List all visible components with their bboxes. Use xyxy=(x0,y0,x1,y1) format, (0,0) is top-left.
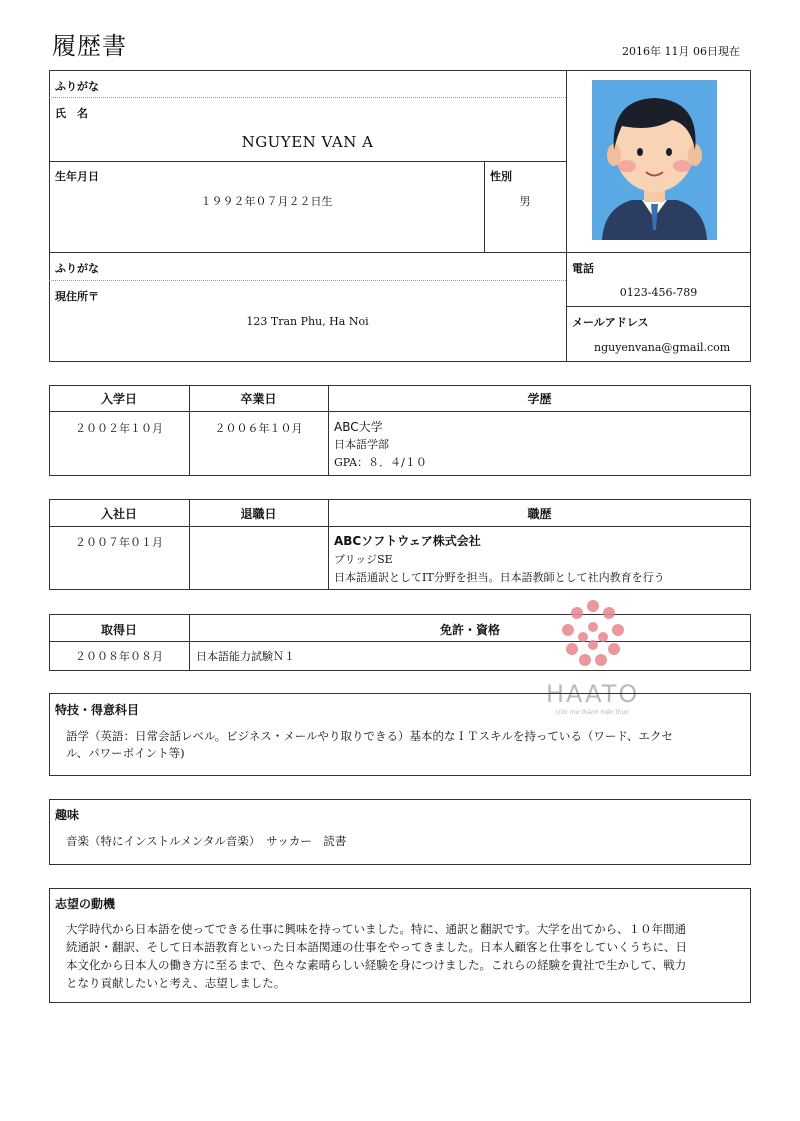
education-end-date: ２００６年１０月 xyxy=(214,422,303,435)
watermark-brand: HAATO xyxy=(546,680,640,708)
phone-label: 電話 xyxy=(572,262,594,275)
birth-label: 生年月日 xyxy=(55,170,99,183)
document-date: 2016年 11月 06日現在 xyxy=(622,45,740,58)
address-label: 現住所〒 xyxy=(55,290,99,303)
birth-date: １９９２年０７月２２日生 xyxy=(200,195,333,208)
address-value: 123 Tran Phu, Ha Noi xyxy=(246,315,369,328)
job-description: 日本語通訳としてIT分野を担当。日本語教師として社内教育を行う xyxy=(334,571,665,584)
school-name: ABC大学 xyxy=(334,420,383,434)
page-title: 履歴書 xyxy=(52,32,127,60)
hobby-text: 音楽（特にインストルメンタル音楽） サッカー 読書 xyxy=(66,834,347,848)
motivation-text-line2: 続通訳・翻訳、そして日本語教育といった日本語関連の仕事をやってきました。日本人顧客と仕事をしていくうちに、日 xyxy=(66,940,687,954)
company-name: ABCソフトウェア株式会社 xyxy=(334,534,481,548)
motivation-text-line3: 本文化から日本人の働き方に至るまで、色々な素晴らしい経験を身につけました。これらの経験を貴社で生かして、戦力 xyxy=(66,958,687,972)
phone-value: 0123-456-789 xyxy=(619,286,698,299)
divider xyxy=(49,641,751,642)
license-header-date: 取得日 xyxy=(100,623,137,637)
furigana-label: ふりがな xyxy=(55,80,99,93)
education-start-date: ２００２年１０月 xyxy=(75,422,163,435)
skills-text-line1: 語学（英語：日常会話レベル。ビジネス・メールやり取りできる）基本的なＩＴスキルを持っている（ワード、エクセ xyxy=(66,729,673,743)
applicant-name: NGUYEN VAN A xyxy=(241,133,374,151)
school-gpa: GPA：８．４/１０ xyxy=(334,456,427,469)
hobby-label: 趣味 xyxy=(55,808,80,822)
dotted-line xyxy=(49,280,566,281)
watermark-tagline: Ước mơ thành hiện thực xyxy=(556,709,629,716)
email-value: nguyenvana@gmail.com xyxy=(594,341,731,354)
work-start-date: ２００７年０１月 xyxy=(75,536,163,549)
motivation-text-line4: となり貢献したいと考え、志望しました。 xyxy=(66,976,286,990)
license-date: ２００８年０８月 xyxy=(75,650,163,663)
gender-value: 男 xyxy=(519,195,531,208)
divider xyxy=(49,526,751,527)
license-name: 日本語能力試験Ｎ１ xyxy=(196,650,295,663)
motivation-text-line1: 大学時代から日本語を使ってできる仕事に興味を持っていました。特に、通訳と翻訳です。大学を出てから、１０年間通 xyxy=(66,922,687,936)
school-department: 日本語学部 xyxy=(334,438,389,451)
education-header-end: 卒業日 xyxy=(240,392,277,406)
heart-flower-logo-icon xyxy=(548,597,638,677)
job-role: ブリッジSE xyxy=(334,553,393,566)
email-label: メールアドレス xyxy=(572,316,649,329)
work-header-start: 入社日 xyxy=(100,507,137,521)
skills-text-line2: ル、パワーポイント等) xyxy=(66,746,185,760)
divider xyxy=(566,306,751,307)
license-header-name: 免許・資格 xyxy=(439,623,500,637)
work-header-end: 退職日 xyxy=(240,507,277,521)
gender-label: 性別 xyxy=(490,170,512,183)
divider xyxy=(49,252,751,253)
divider xyxy=(566,70,567,362)
address-furigana-label: ふりがな xyxy=(55,262,99,275)
dotted-line xyxy=(49,97,566,98)
education-header-start: 入学日 xyxy=(100,392,137,406)
person-portrait-icon xyxy=(592,80,717,240)
work-header-history: 職歴 xyxy=(527,507,552,521)
divider xyxy=(49,411,751,412)
motivation-label: 志望の動機 xyxy=(55,897,116,911)
name-label: 氏 名 xyxy=(55,107,88,120)
education-header-history: 学歴 xyxy=(527,392,552,406)
skills-label: 特技・得意科目 xyxy=(55,703,140,717)
divider xyxy=(49,161,566,162)
